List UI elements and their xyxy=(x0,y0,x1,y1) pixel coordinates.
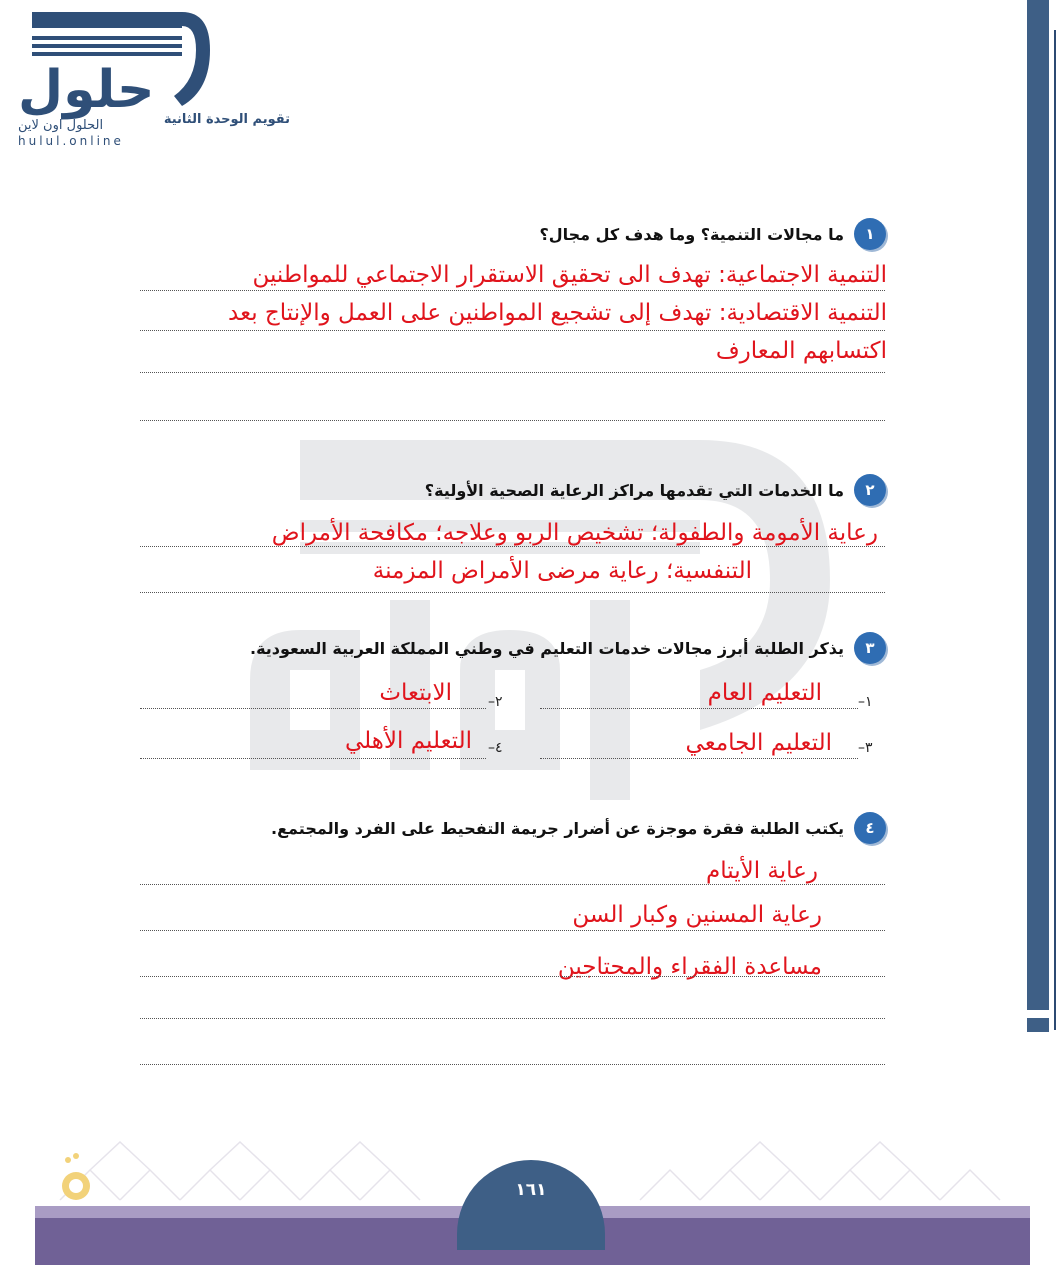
question-1 xyxy=(539,218,886,250)
question-number-badge: ٤ xyxy=(854,812,886,844)
dotted-line xyxy=(540,708,858,709)
unit-title: تقويم الوحدة الثانية xyxy=(163,112,290,127)
sidebar-stripe xyxy=(1027,0,1049,1010)
answer-line: رعاية المسنين وكبار السن xyxy=(572,902,822,928)
dotted-line xyxy=(140,592,885,593)
item-number: ١– xyxy=(858,694,873,710)
logo-url: hulul.online xyxy=(18,134,124,148)
answer-line: مساعدة الفقراء والمحتاجين xyxy=(557,954,822,980)
question-2 xyxy=(425,474,886,506)
answer-line: رعاية الأيتام xyxy=(706,858,818,884)
item-number: ٢– xyxy=(488,694,503,710)
item-number: ٤– xyxy=(488,740,503,756)
dotted-line xyxy=(140,420,885,421)
sidebar-line xyxy=(1054,30,1056,1030)
dotted-line xyxy=(140,546,885,547)
dotted-line xyxy=(140,708,486,709)
question-number-badge: ٢ xyxy=(854,474,886,506)
question-text: ما مجالات التنمية؟ وما هدف كل مجال؟ xyxy=(539,224,844,244)
answer-line: رعاية الأمومة والطفولة؛ تشخيص الربو وعلاجه؛ مكافحة الأمراض xyxy=(271,520,878,546)
answer-item: الابتعاث xyxy=(379,680,452,706)
sidebar-block xyxy=(1027,1018,1049,1032)
logo-word: حلول xyxy=(18,60,155,120)
hulul-logo xyxy=(14,10,214,155)
dotted-line xyxy=(140,290,885,291)
logo-subtitle: الحلول اون لاين xyxy=(18,118,104,133)
item-number: ٣– xyxy=(858,740,873,756)
question-text: يذكر الطلبة أبرز مجالات خدمات التعليم في وطني المملكة العربية السعودية. xyxy=(249,638,844,658)
dotted-line xyxy=(140,976,885,977)
dotted-line xyxy=(140,1018,885,1019)
question-text: يكتب الطلبة فقرة موجزة عن أضرار جريمة التفحيط على الفرد والمجتمع. xyxy=(271,818,844,838)
answer-item: التعليم الجامعي xyxy=(685,730,832,756)
dotted-line xyxy=(140,930,885,931)
question-4 xyxy=(271,812,886,844)
answer-line: اكتسابهم المعارف xyxy=(715,338,887,364)
dotted-line xyxy=(140,330,885,331)
question-text: ما الخدمات التي تقدمها مراكز الرعاية الصحية الأولية؟ xyxy=(424,480,844,500)
question-number-badge: ٣ xyxy=(854,632,886,664)
dotted-line xyxy=(140,758,486,759)
dotted-line xyxy=(140,372,885,373)
answer-line: التنمية الاقتصادية: تهدف إلى تشجيع المواطنين على العمل والإنتاج بعد xyxy=(228,300,887,326)
answer-item: التعليم الأهلي xyxy=(344,728,472,754)
dotted-line xyxy=(140,1064,885,1065)
corner-emblem-icon xyxy=(56,1150,96,1210)
question-3 xyxy=(250,632,886,664)
dotted-line xyxy=(140,884,885,885)
answer-line: التنفسية؛ رعاية مرضى الأمراض المزمنة xyxy=(372,558,752,584)
answer-item: التعليم العام xyxy=(707,680,822,706)
question-number-badge: ١ xyxy=(854,218,886,250)
dotted-line xyxy=(540,758,858,759)
page-number: ١٦١ xyxy=(457,1160,605,1250)
answer-line: التنمية الاجتماعية: تهدف الى تحقيق الاستقرار الاجتماعي للمواطنين xyxy=(252,262,887,288)
